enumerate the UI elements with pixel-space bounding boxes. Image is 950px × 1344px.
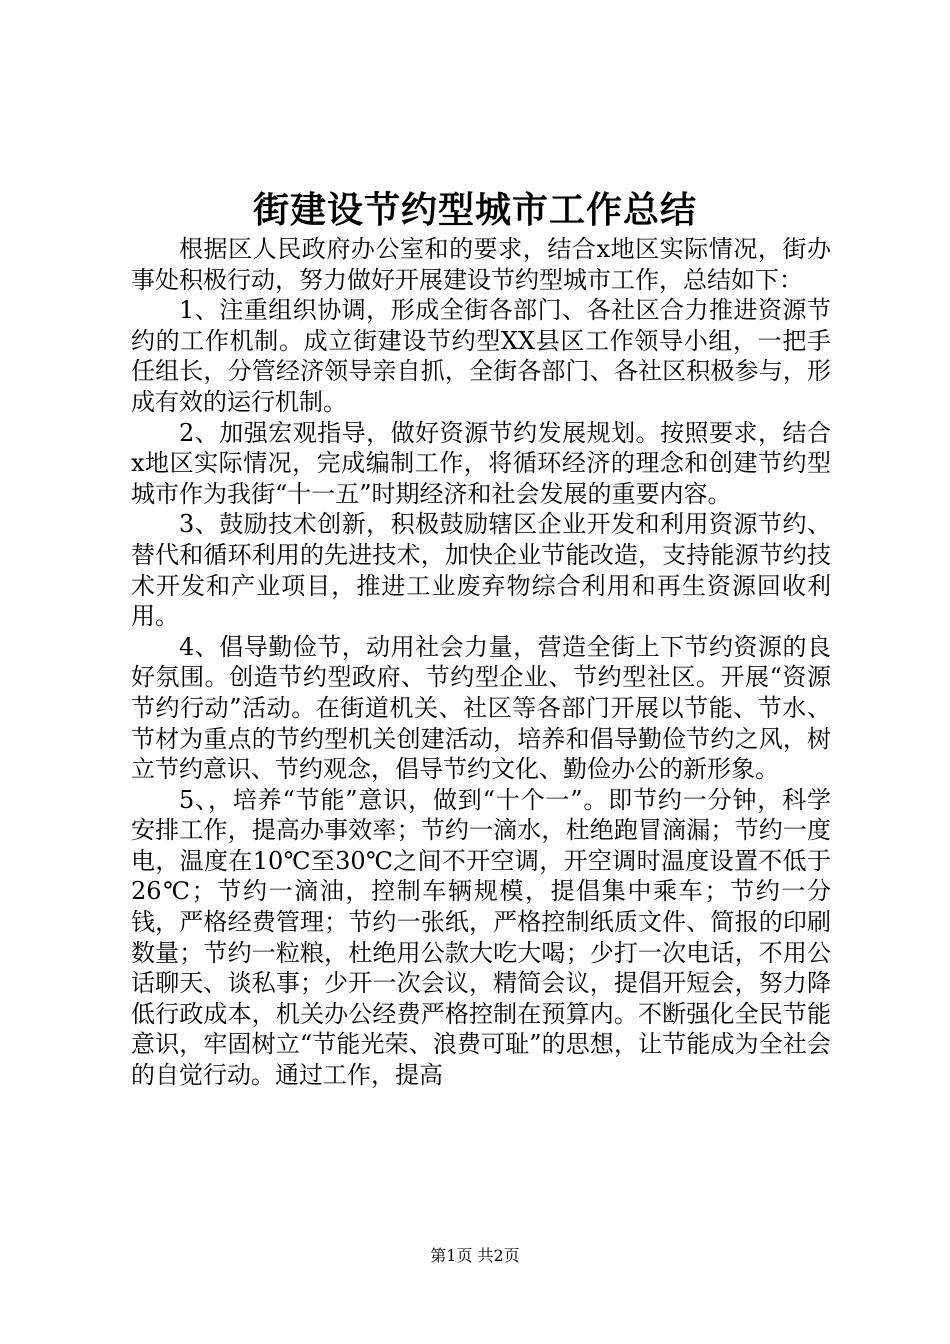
page-number-footer: 第1页 共2页 xyxy=(430,1246,520,1265)
paragraph-4: 4、倡导勤俭节，动用社会力量，营造全街上下节约资源的良好氛围。创造节约型政府、节约型企业、节约型社区。开展“资源节约行动”活动。在街道机关、社区等各部门开展以节能、节水、节材为重点的节约型机关创建活动，培养和倡导勤俭节约之风，树立节约意识、节约观念，倡导节约文化、勤俭办公的新形象。 xyxy=(131,632,831,784)
document-title: 街建设节约型城市工作总结 xyxy=(252,189,697,231)
document-body xyxy=(131,234,831,1091)
paragraph-2: 2、加强宏观指导，做好资源节约发展规划。按照要求，结合x地区实际情况，完成编制工作，将循环经济的理念和创建节约型城市作为我街“十一五”时期经济和社会发展的重要内容。 xyxy=(131,418,831,508)
paragraph-3: 3、鼓励技术创新，积极鼓励辖区企业开发和利用资源节约、替代和循环利用的先进技术，加快企业节能改造，支持能源节约技术开发和产业项目，推进工业废弃物综合利用和再生资源回收利用。 xyxy=(131,510,831,631)
paragraph-intro: 根据区人民政府办公室和的要求，结合x地区实际情况，街办事处积极行动，努力做好开展建设节约型城市工作，总结如下： xyxy=(131,235,831,294)
paragraph-5: 5、，培养“节能”意识，做到“十个一”。即节约一分钟，科学安排工作，提高办事效率；节约一滴水，杜绝跑冒滴漏；节约一度电，温度在10℃至30℃之间不开空调，开空调时温度设置不低于26℃；节约一滴油，控制车辆规模，提倡集中乘车；节约一分钱，严格经费管理；节约一张纸，严格控制纸质文件、简报的印刷数量；节约一粒粮，杜绝用公款大吃大喝；少打一次电话，不用公话聊天、谈私事；少开一次会议，精简会议，提倡开短会，努力降低行政成本，机关办公经费严格控制在预算内。不断强化全民节能意识，牢固树立“节能光荣、浪费可耻”的思想，让节能成为全社会的自觉行动。通过工作，提高 xyxy=(131,785,831,1090)
paragraph-1: 1、注重组织协调，形成全街各部门、各社区合力推进资源节约的工作机制。成立街建设节约型XX县区工作领导小组，一把手任组长，分管经济领导亲自抓，全街各部门、各社区积极参与，形成有效的运行机制。 xyxy=(131,296,831,416)
